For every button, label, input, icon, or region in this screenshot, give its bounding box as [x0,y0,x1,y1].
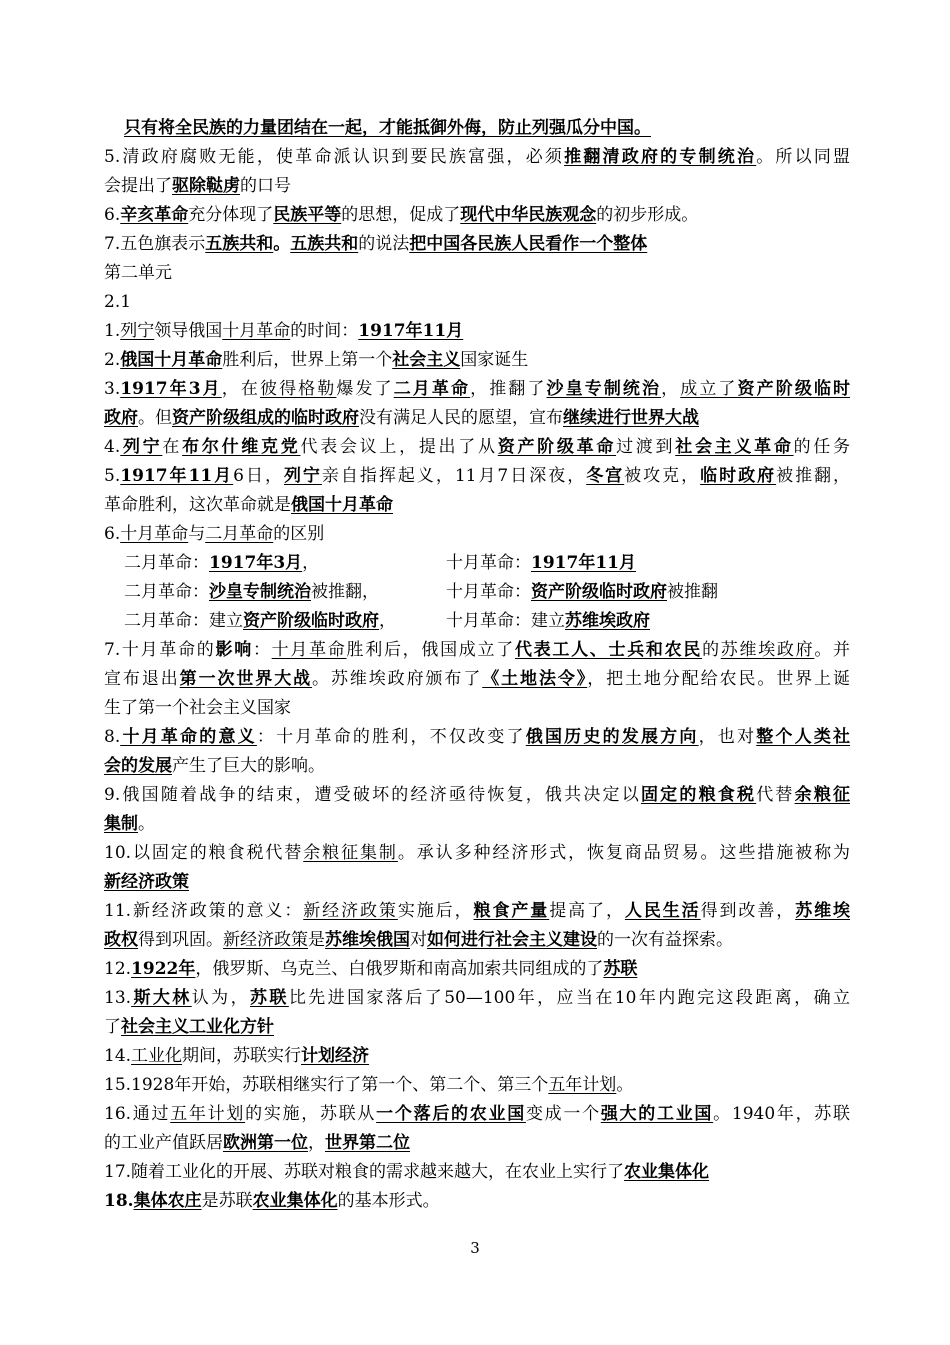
document-body [104,114,850,1216]
text-line [104,288,850,317]
text-run: ：十月革命的胜利，不仅改变了 [256,727,526,747]
text-run: 被推翻， [776,466,851,486]
text-run: 15.1928年开始，苏联相继实行了第一个、第二个、第三个 [104,1075,549,1095]
text-line [104,462,850,491]
text-run: 十月革命： [446,582,531,602]
text-run: 宣布退出 [104,669,180,689]
text-run: 的初步形成。 [596,205,699,225]
text-run: 的区别 [273,524,325,544]
text-run: 认为， [191,988,250,1008]
text-run: 。1940年，苏联 [713,1104,851,1124]
emphasized-text: 新经济政策 [223,930,308,950]
emphasized-text: 会的发展 [104,756,172,776]
text-line [104,433,850,462]
text-line [104,868,850,897]
text-run: 16.通过 [104,1104,171,1124]
emphasized-text: 俄国历史的发展方向 [525,727,699,747]
emphasized-text: 成立了 [680,379,738,399]
emphasized-text: 政府 [104,408,138,428]
text-run: 产生了巨大的影响。 [172,756,325,776]
text-run: 爆发了 [336,379,394,399]
text-run: 的工业产值跃居 [104,1133,223,1153]
emphasized-text: 布尔什维克党 [182,437,301,457]
text-run: 期间，苏联实行 [182,1046,302,1066]
emphasized-text: 集体农庄 [133,1191,202,1211]
emphasized-text: 只有将全民族的力量团结在一起，才能抵御外侮，防止列强瓜分中国。 [124,118,651,138]
emphasized-text: 沙皇专制统治 [546,379,662,399]
emphasized-text: 列宁 [120,321,155,341]
emphasized-text: 1917年11月 [120,466,234,486]
text-line [104,1158,850,1187]
text-run: ，也对 [698,727,757,747]
emphasized-text: 欧洲第一位 [223,1133,308,1153]
text-run: 被攻克， [624,466,701,486]
text-run: 生了第一个社会主义国家 [104,698,291,718]
text-run: 代替 [756,785,795,805]
text-line [104,810,850,839]
text-line [104,781,850,810]
text-run: 11.新经济政策的意义： [104,901,304,921]
emphasized-text: 社会主义工业化方针 [121,1017,274,1037]
text-line [104,346,850,375]
text-run: ， [661,379,681,399]
text-run: 9.俄国随着战争的结束，遭受破坏的经济亟待恢复，俄共决定以 [104,785,641,805]
text-run: 得到巩固。 [138,930,223,950]
text-run: 十月革命：建立 [446,611,565,631]
text-line [104,201,850,230]
text-line [104,143,850,172]
emphasized-text: 资产阶级临时 [737,379,851,399]
comparison-col-october [446,553,636,573]
text-line [104,694,850,723]
text-line [104,636,850,665]
emphasized-text: 固定的粮食税 [640,785,757,805]
emphasized-text: 《土地法令》 [482,669,588,689]
emphasized-text: 冬宫 [586,466,625,486]
text-line [104,984,850,1013]
emphasized-text: 整个人类社 [756,727,851,747]
text-run: ，推翻了 [470,379,547,399]
text-run: 的一次有益探索。 [597,930,733,950]
emphasized-text: 辛亥革命 [120,205,189,225]
text-run: 在 [162,437,183,457]
emphasized-text: 1917年11月 [358,321,464,341]
emphasized-text: 驱除鞑虏 [172,176,240,196]
text-run: 1. [104,321,121,341]
emphasized-text: 列宁 [283,466,322,486]
emphasized-text: 集制 [104,814,138,834]
text-run: 充分体现了 [188,205,274,225]
text-line [104,1042,850,1071]
emphasized-text: 资产阶级革命 [497,437,617,457]
text-run: 的基本形式。 [337,1191,440,1211]
text-run: 6. [104,205,121,225]
emphasized-text: 农业集体化 [252,1191,338,1211]
emphasized-text: 社会主义革命 [675,437,794,457]
text-run: 提高了， [549,901,625,921]
emphasized-text: 苏维埃政府 [565,611,650,631]
emphasized-text: 五年计划 [548,1075,617,1095]
text-run: 2.1 [104,292,132,312]
emphasized-text: 1917年3月 [209,553,303,573]
emphasized-text: 苏维埃 [795,901,851,921]
text-run: 17.随着工业化的开展、苏联对粮食的需求越来越大，在农业上实行了 [104,1162,625,1182]
text-run: 胜利后，世界上第一个 [222,350,393,370]
text-line [104,230,850,259]
text-run: 是 [308,930,325,950]
text-line [104,926,850,955]
emphasized-text: 。 [273,234,291,254]
text-run: 6. [104,524,121,544]
text-line [104,549,850,578]
emphasized-text: 彼得格勒 [259,379,337,399]
emphasized-text: 第一次世界大战 [179,669,313,689]
text-line [104,1187,850,1216]
emphasized-text: 余粮征 [794,785,851,805]
text-run: ， [379,611,396,631]
emphasized-text: 1917年3月 [120,379,222,399]
text-line [104,404,850,433]
text-run: 的 [702,640,721,660]
emphasized-text: 苏联 [250,988,289,1008]
text-run: ，俄罗斯、乌克兰、白俄罗斯和南高加索共同组成的了 [195,959,604,979]
text-run: 国家诞生 [460,350,529,370]
page-number: 3 [470,1239,480,1257]
text-run: ，在 [221,379,260,399]
text-run: 代表会议上，提出了从 [300,437,498,457]
text-run: 了 [104,1017,121,1037]
emphasized-text: 资产阶级组成的临时政府 [172,408,359,428]
text-run: 的口号 [240,176,291,196]
emphasized-text: 苏维埃政府 [720,640,815,660]
emphasized-text: 新经济政策 [104,872,189,892]
text-line [104,172,850,201]
text-run: 7.五色旗表示 [104,234,206,254]
text-line [104,520,850,549]
emphasized-text: 资产阶级临时政府 [531,582,667,602]
text-run: 。所以同盟 [756,147,851,167]
text-run: 6日， [233,466,284,486]
text-line [104,955,850,984]
emphasized-text: 把中国各民族人民看作一个整体 [409,234,648,254]
emphasized-text: 现代中华民族观念 [460,205,597,225]
emphasized-text: 沙皇专制统治 [209,582,311,602]
text-run: 3. [104,379,121,399]
text-run: 的说法 [358,234,410,254]
text-line [104,578,850,607]
emphasized-text: 社会主义 [392,350,461,370]
emphasized-text: 1917年11月 [531,553,636,573]
text-run: 5. [104,466,121,486]
text-line [104,839,850,868]
text-run: 领导俄国 [154,321,223,341]
emphasized-text: 政权 [104,930,138,950]
emphasized-text: 十月革命的意义 [120,727,257,747]
emphasized-text: 十月革命 [222,321,291,341]
text-run: 。苏维埃政府颁布了 [312,669,483,689]
text-line [104,665,850,694]
comparison-col-february [124,549,446,578]
text-run: 比先进国家落后了50—100年，应当在10年内跑完这段距离，确立 [288,988,851,1008]
emphasized-text: 1922年 [131,959,196,979]
emphasized-text: 五族共和 [205,234,274,254]
text-run: 。承认多种经济形式，恢复商品贸易。这些措施被称为 [397,843,850,863]
emphasized-text: 临时政府 [700,466,777,486]
text-run: 。并 [814,640,851,660]
text-line [104,1071,850,1100]
text-run: 8. [104,727,121,747]
text-run: 实施后， [397,901,474,921]
text-run: 。 [138,814,155,834]
text-run: ： [252,640,272,660]
text-run: 十月革命： [446,553,531,573]
text-run: 第二单元 [104,263,172,283]
emphasized-text: 新经济政策 [303,901,398,921]
text-run: 的思想，促成了 [341,205,461,225]
text-line [104,491,850,520]
emphasized-text: 五年计划 [170,1104,246,1124]
text-line [104,1129,850,1158]
emphasized-text: 18. [104,1191,134,1211]
emphasized-text: 十月革命 [120,524,189,544]
emphasized-text: 十月革命 [271,640,347,660]
text-run: 亲自指挥起义，11月7日深夜， [321,466,587,486]
text-run: 没有满足人民的愿望，宣布 [359,408,563,428]
text-run: 被推翻 [667,582,718,602]
text-run: 2. [104,350,121,370]
emphasized-text: 粮食产量 [473,901,550,921]
text-line [104,375,850,404]
text-run: 被推翻， [311,582,379,602]
text-run: 二月革命： [124,553,209,573]
emphasized-text: 推翻清政府的专制统治 [564,147,757,167]
emphasized-text: 俄国十月革命 [120,350,223,370]
text-run: 的实施，苏联从 [245,1104,377,1124]
text-run: 10.以固定的粮食税代替 [104,843,304,863]
text-line [104,1013,850,1042]
emphasized-text: 代表工人、士兵和农民 [514,640,703,660]
text-run: 革命胜利，这次革命就是 [104,495,291,515]
emphasized-text: 人民生活 [624,901,701,921]
text-run: 变成一个 [525,1104,601,1124]
text-run: 对 [410,930,427,950]
text-line [104,607,850,636]
emphasized-text: 二月革命 [205,524,274,544]
text-run: 的任务 [793,437,851,457]
emphasized-text: 苏联 [603,959,638,979]
emphasized-text: 资产阶级临时政府 [243,611,379,631]
text-run: 二月革命： [124,582,209,602]
comparison-col-february [124,578,446,607]
text-line [104,752,850,781]
text-line [104,723,850,752]
emphasized-text: 工业化 [131,1046,183,1066]
emphasized-text: 继续进行世界大战 [563,408,699,428]
text-run: ， [308,1133,325,1153]
text-line [104,1100,850,1129]
text-run: 。但 [138,408,172,428]
text-run: 7.十月革命的 [104,640,216,660]
emphasized-text: 影响 [215,640,253,660]
text-run: 是苏联 [201,1191,253,1211]
text-run: 会提出了 [104,176,172,196]
text-run: 5.清政府腐败无能，使革命派认识到要民族富强，必须 [104,147,565,167]
emphasized-text: 余粮征集制 [303,843,398,863]
emphasized-text: 农业集体化 [624,1162,710,1182]
text-run: 13. [104,988,132,1008]
emphasized-text: 五族共和 [290,234,359,254]
text-run: 得到改善， [700,901,796,921]
emphasized-text: 强大的工业国 [600,1104,714,1124]
emphasized-text: 斯大林 [131,988,192,1008]
text-run: 12. [104,959,132,979]
emphasized-text: 计划经济 [301,1046,370,1066]
emphasized-text: 俄国十月革命 [291,495,393,515]
emphasized-text: 一个落后的农业国 [376,1104,526,1124]
emphasized-text: 如何进行社会主义建设 [427,930,597,950]
text-run: 的时间： [290,321,359,341]
text-run: ， [302,553,320,573]
emphasized-text: 列宁 [120,437,163,457]
emphasized-text: 苏维埃俄国 [325,930,410,950]
text-run: 14. [104,1046,132,1066]
text-run: 二月革命：建立 [124,611,243,631]
text-run: 。 [616,1075,634,1095]
emphasized-text: 二月革命 [393,379,471,399]
emphasized-text: 民族平等 [273,205,342,225]
text-run: 与 [188,524,206,544]
comparison-col-october [446,582,718,602]
text-line [104,114,850,143]
text-run: ，把土地分配给农民。世界上诞 [587,669,851,689]
text-run: 4. [104,437,121,457]
text-run: 过渡到 [616,437,676,457]
text-line [104,317,850,346]
comparison-col-february [124,607,446,636]
text-line [104,259,850,288]
comparison-col-october [446,611,650,631]
text-line [104,897,850,926]
text-run: 胜利后，俄国成立了 [346,640,515,660]
emphasized-text: 世界第二位 [325,1133,410,1153]
